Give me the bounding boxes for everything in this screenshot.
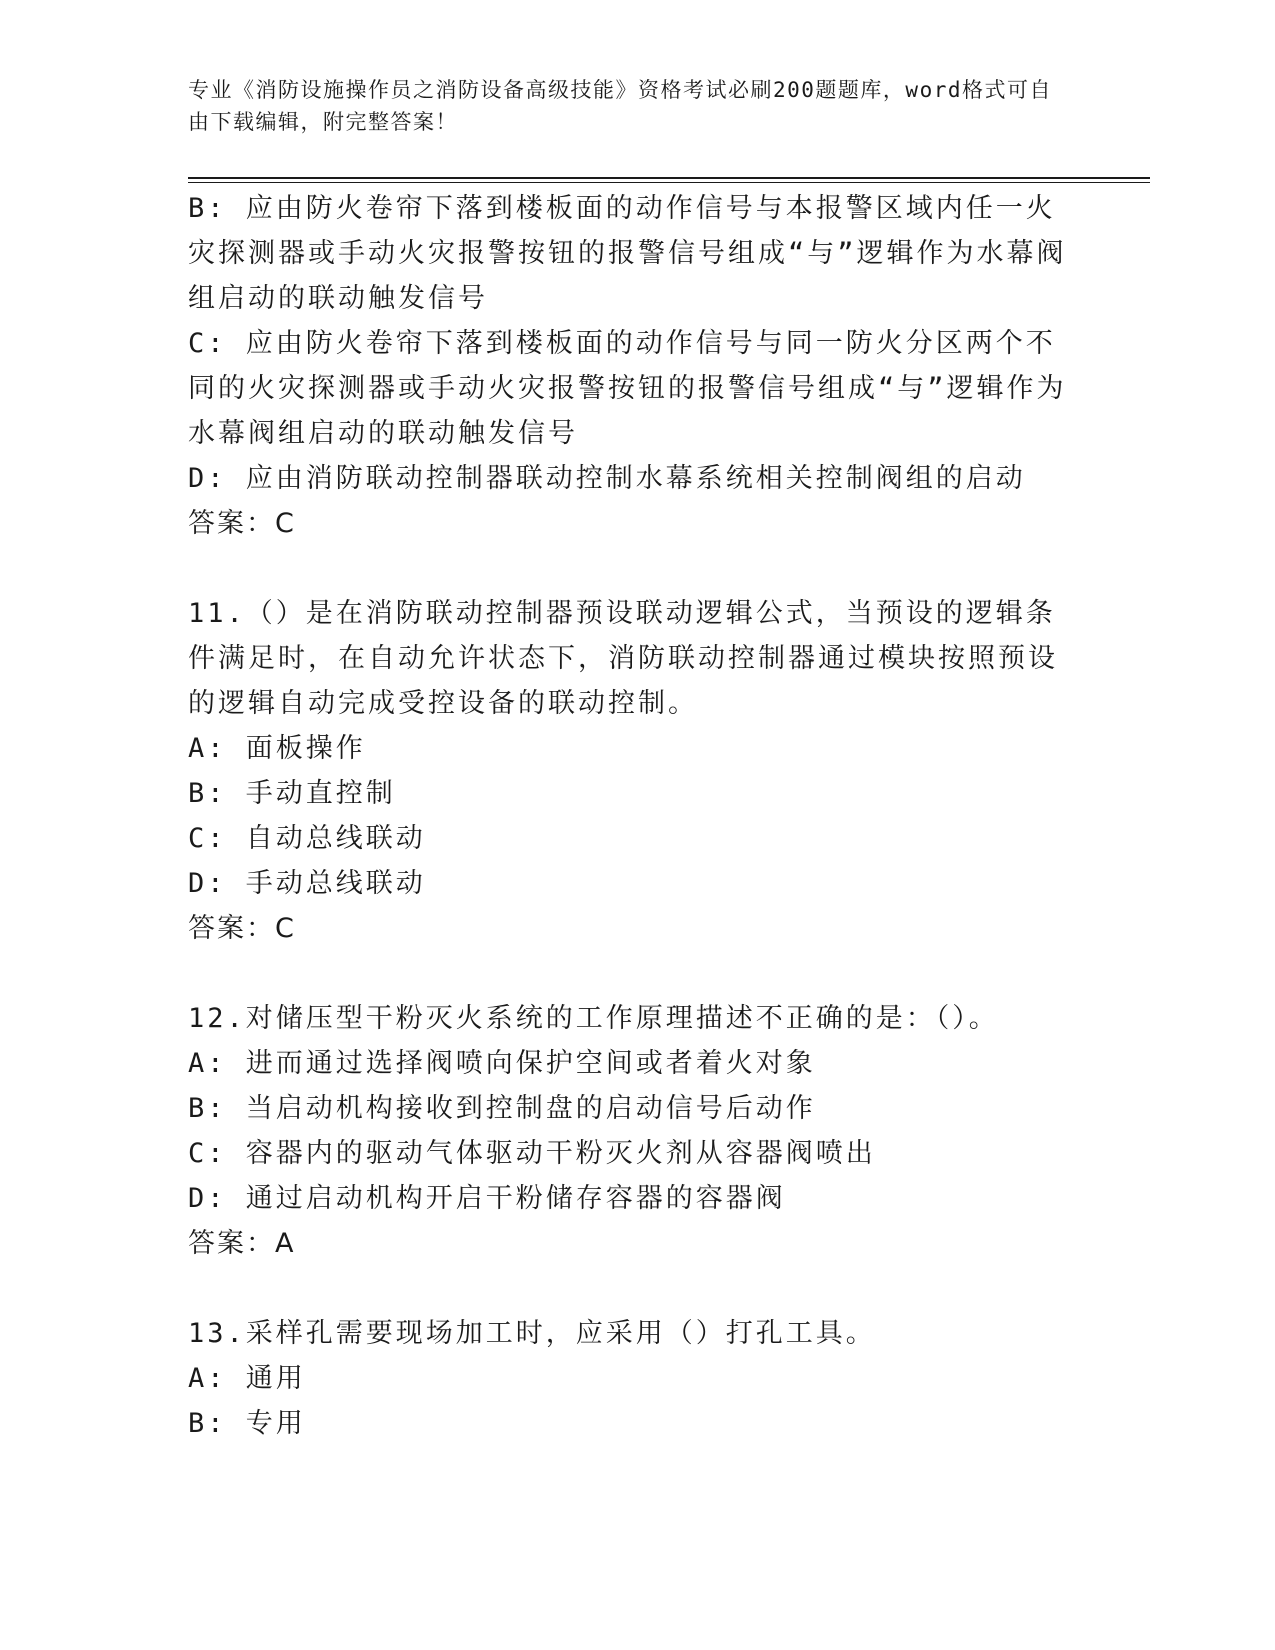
document-header: 专业《消防设施操作员之消防设备高级技能》资格考试必刷200题题库，word格式可自由下载编辑，附完整答案！ xyxy=(188,78,1052,134)
option-b: B: 当启动机构接收到控制盘的启动信号后动作 xyxy=(188,1093,816,1124)
option-a: A: 进而通过选择阀喷向保护空间或者着火对象 xyxy=(188,1048,816,1079)
question-stem: 13.采样孔需要现场加工时，应采用（）打孔工具。 xyxy=(188,1318,876,1349)
option-c: C: 应由防火卷帘下落到楼板面的动作信号与同一防火分区两个不同的火灾探测器或手动火灾报警按钮的报警信号组成“与”逻辑作为水幕阀组启动的联动触发信号 xyxy=(188,328,1067,449)
answer-line: 答案：C xyxy=(188,913,296,944)
question-stem: 12.对储压型干粉灭火系统的工作原理描述不正确的是：（）。 xyxy=(188,1003,999,1034)
option-d: D: 手动总线联动 xyxy=(188,868,426,899)
document-body xyxy=(188,186,1068,1446)
question-stem: 11.（）是在消防联动控制器预设联动逻辑公式，当预设的逻辑条件满足时，在自动允许状态下，消防联动控制器通过模块按照预设的逻辑自动完成受控设备的联动控制。 xyxy=(188,598,1058,719)
option-a: A: 通用 xyxy=(188,1363,306,1394)
previous-question xyxy=(188,186,1068,546)
option-a: A: 面板操作 xyxy=(188,733,366,764)
answer-line: 答案：A xyxy=(188,1228,296,1259)
question-12 xyxy=(188,996,1068,1266)
option-c: C: 容器内的驱动气体驱动干粉灭火剂从容器阀喷出 xyxy=(188,1138,876,1169)
question-13 xyxy=(188,1311,1068,1446)
answer-line: 答案：C xyxy=(188,508,296,539)
option-b: B: 应由防火卷帘下落到楼板面的动作信号与本报警区域内任一火灾探测器或手动火灾报警按钮的报警信号组成“与”逻辑作为水幕阀组启动的联动触发信号 xyxy=(188,193,1067,314)
option-d: D: 通过启动机构开启干粉储存容器的容器阀 xyxy=(188,1183,786,1214)
option-d: D: 应由消防联动控制器联动控制水幕系统相关控制阀组的启动 xyxy=(188,463,1026,494)
option-b: B: 手动直控制 xyxy=(188,778,396,809)
option-c: C: 自动总线联动 xyxy=(188,823,426,854)
header-divider xyxy=(188,177,1150,183)
option-b: B: 专用 xyxy=(188,1408,306,1439)
question-11 xyxy=(188,591,1068,951)
